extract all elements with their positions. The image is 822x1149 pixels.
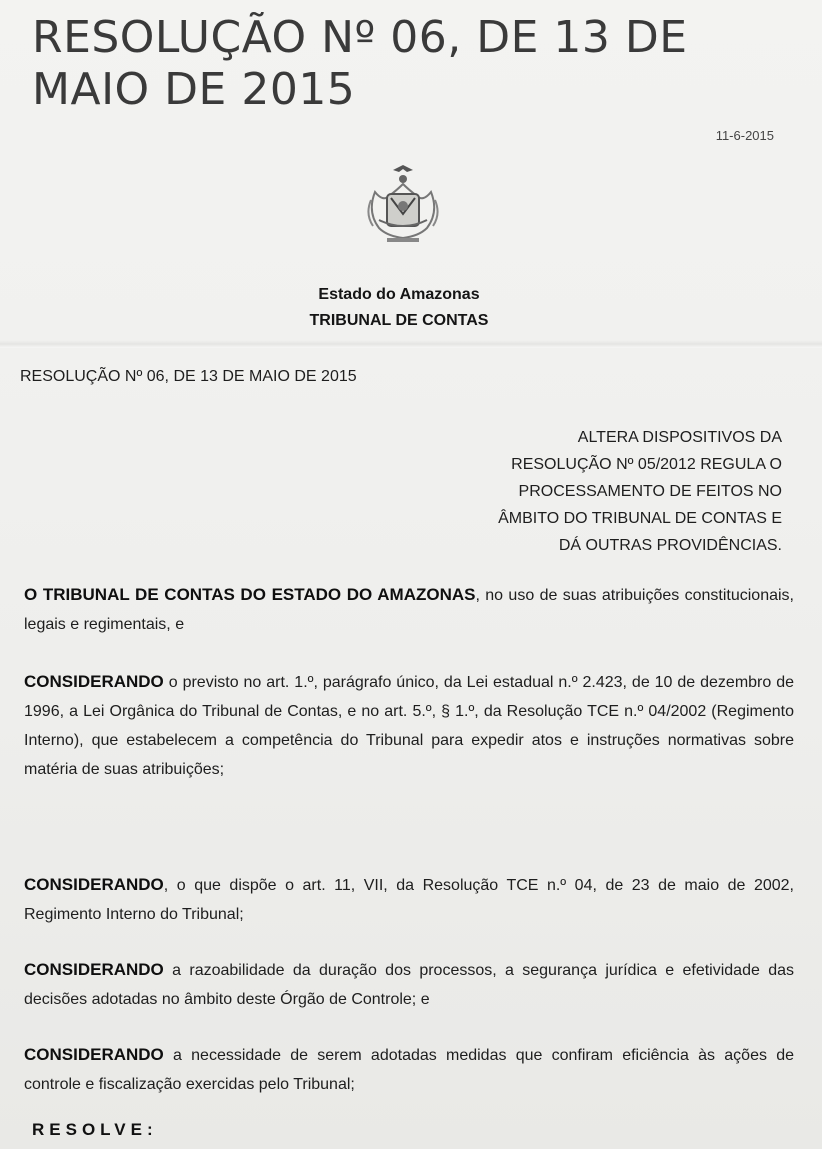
ementa-line: PROCESSAMENTO DE FEITOS NO [518,483,782,500]
resolution-number: RESOLUÇÃO Nº 06, DE 13 DE MAIO DE 2015 [20,368,357,385]
considerando-keyword: CONSIDERANDO [24,1045,164,1064]
considerando-paragraph [24,955,794,1014]
considerando-text: , o que dispõe o art. 11, VII, da Resolução TCE n.º 04, de 23 de maio de 2002, Regimento Interno do Tribunal; [24,877,794,923]
ementa-line: DÁ OUTRAS PROVIDÊNCIAS. [558,537,782,554]
considerando-paragraph [24,870,794,929]
considerando-text: o previsto no art. 1.º, parágrafo único, da Lei estadual n.º 2.423, de 10 de dezembro de 1996, a Lei Orgânica do Tribunal de Contas, e no art. 5.º, § 1.º, da Resolução TCE n.º 04/2002 (Regimento Interno), que estabelecem a competência do Tribunal para expedir atos e instruções normativas sobre matéria de suas atribuições; [24,674,794,778]
ementa-line: ALTERA DISPOSITIVOS DA [577,429,782,446]
state-name: Estado do Amazonas [318,286,480,303]
preamble-text: , no uso de suas atribuições constitucionais, legais e regimentais, e [24,587,794,633]
considerando-keyword: CONSIDERANDO [24,672,164,691]
considerando-text: a razoabilidade da duração dos processos, a segurança jurídica e efetividade das decisões adotadas no âmbito deste Órgão de Controle; e [24,962,794,1008]
considerando-text: a necessidade de serem adotadas medidas que confiram eficiência às ações de controle e fiscalização exercidas pelo Tribunal; [24,1047,794,1093]
ementa-line: RESOLUÇÃO Nº 05/2012 REGULA O [511,456,782,473]
paper-fold [0,340,822,348]
resolve-heading: RESOLVE: [32,1120,158,1139]
considerando-paragraph [24,667,794,784]
considerando-paragraph [24,1040,794,1099]
ementa [402,424,782,559]
court-name: TRIBUNAL DE CONTAS [309,312,489,329]
stamp-date: 11-6-2015 [715,128,774,143]
coat-of-arms-seal [357,162,449,248]
handwritten-title: RESOLUÇÃO Nº 06, DE 13 DE MAIO DE 2015 [32,12,688,115]
considerando-keyword: CONSIDERANDO [24,960,164,979]
preamble-subject: O TRIBUNAL DE CONTAS DO ESTADO DO AMAZONAS [24,585,476,604]
preamble-paragraph [24,580,794,639]
ementa-line: ÂMBITO DO TRIBUNAL DE CONTAS E [498,510,782,527]
considerando-keyword: CONSIDERANDO [24,875,164,894]
